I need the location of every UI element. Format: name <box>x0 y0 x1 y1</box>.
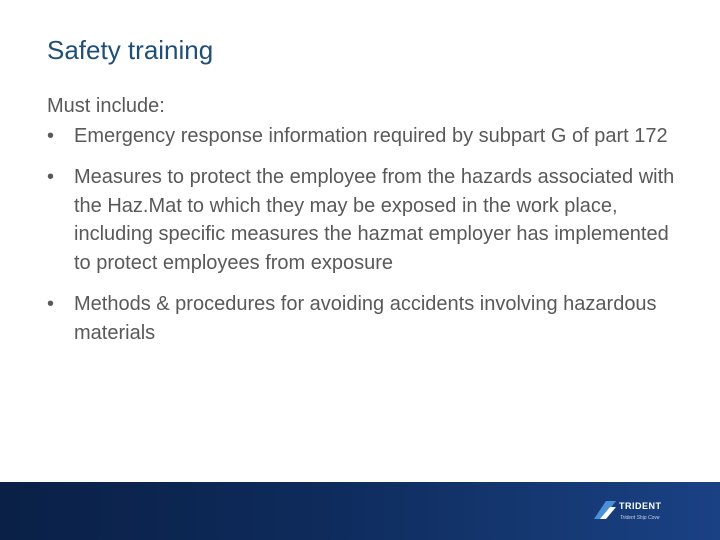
trident-logo <box>592 499 682 527</box>
bullet-item <box>47 163 687 277</box>
logo-wordmark: TRIDENT <box>619 501 662 511</box>
trident-delta-icon <box>592 499 618 521</box>
bullet-list <box>47 122 687 348</box>
bullet-symbol: • <box>47 124 55 147</box>
logo-tagline: Trident Ship Cove <box>620 515 660 521</box>
bullet-text: Measures to protect the employee from the hazards associated with the Haz.Mat to which they may be exposed in the work place, including specific measures the hazmat employer has implemented to protect employees from exposure <box>74 166 675 274</box>
slide-title: Safety training <box>47 35 214 65</box>
bullet-item <box>47 122 687 151</box>
slide-content <box>47 92 687 360</box>
bullet-text: Methods & procedures for avoiding accidents involving hazardous materials <box>74 293 657 344</box>
bullet-symbol: • <box>47 293 55 315</box>
intro-text: Must include: <box>47 95 165 117</box>
bullet-text: Emergency response information required by subpart G of part 172 <box>74 124 668 147</box>
bullet-item <box>47 290 687 347</box>
bullet-symbol: • <box>47 166 55 188</box>
